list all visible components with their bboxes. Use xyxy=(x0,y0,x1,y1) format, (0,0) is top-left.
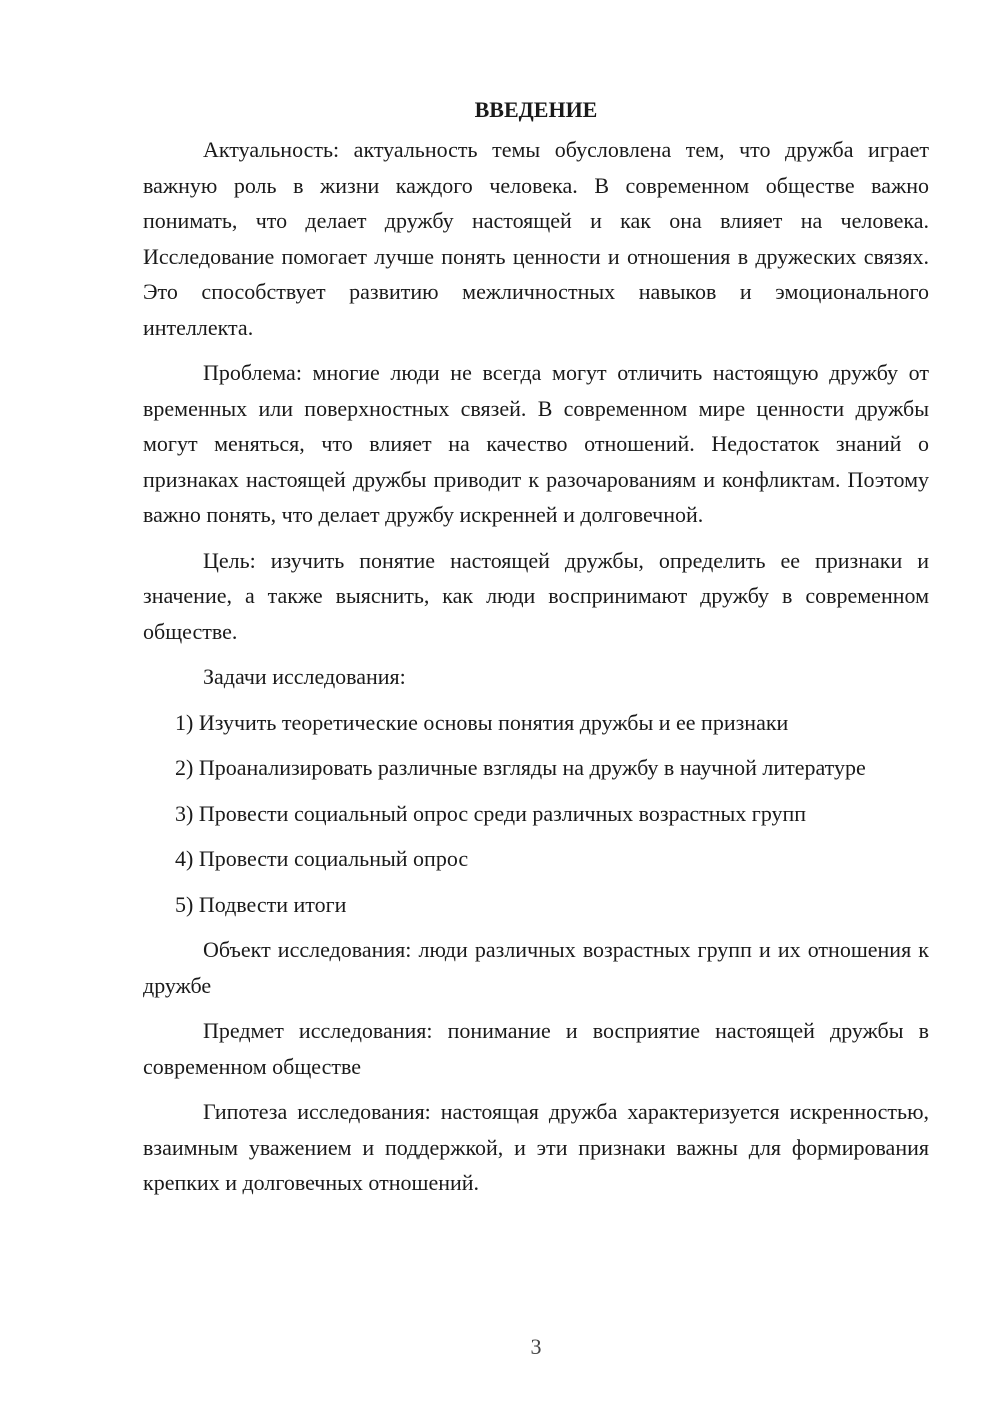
page-title: ВВЕДЕНИЕ xyxy=(474,97,598,122)
subject-paragraph: Предмет исследования: понимание и восприятие настоящей дружбы в современном обществе xyxy=(143,1018,929,1079)
page-content xyxy=(143,92,929,1211)
object-paragraph: Объект исследования: люди различных возрастных групп и их отношения к дружбе xyxy=(143,937,929,998)
task-item-5: 5) Подвести итоги xyxy=(175,891,347,917)
page-number: 3 xyxy=(530,1334,542,1359)
hypothesis-paragraph: Гипотеза исследования: настоящая дружба характеризуется искренностью, взаимным уважением и поддержкой, и эти признаки важны для формирования крепких и долговечных отношений. xyxy=(143,1099,929,1195)
task-item-2: 2) Проанализировать различные взгляды на дружбу в научной литературе xyxy=(175,755,866,780)
task-item-1: 1) Изучить теоретические основы понятия дружбы и ее признаки xyxy=(175,709,789,735)
relevance-paragraph: Актуальность: актуальность темы обусловлена тем, что дружба играет важную роль в жизни каждого человека. В современном обществе важно понимать, что делает дружбу настоящей и как она влияет на человека. Исследование помогает лучше понять ценности и отношения в дружеских связях. Это способствует развитию межличностных навыков и эмоционального интеллекта. xyxy=(143,137,929,340)
tasks-heading: Задачи исследования: xyxy=(203,664,406,689)
problem-paragraph: Проблема: многие люди не всегда могут отличить настоящую дружбу от временных или поверхностных связей. В современном мире ценности дружбы могут меняться, что влияет на качество отношений. Недостаток знаний о признаках настоящей дружбы приводит к разочарованиям и конфликтам. Поэтому важно понять, что делает дружбу искренней и долговечной. xyxy=(143,360,929,527)
goal-paragraph: Цель: изучить понятие настоящей дружбы, определить ее признаки и значение, а также выяснить, как люди воспринимают дружбу в современном обществе. xyxy=(143,547,929,644)
task-item-3: 3) Провести социальный опрос среди различных возрастных групп xyxy=(175,800,807,826)
task-item-4: 4) Провести социальный опрос xyxy=(175,846,469,871)
